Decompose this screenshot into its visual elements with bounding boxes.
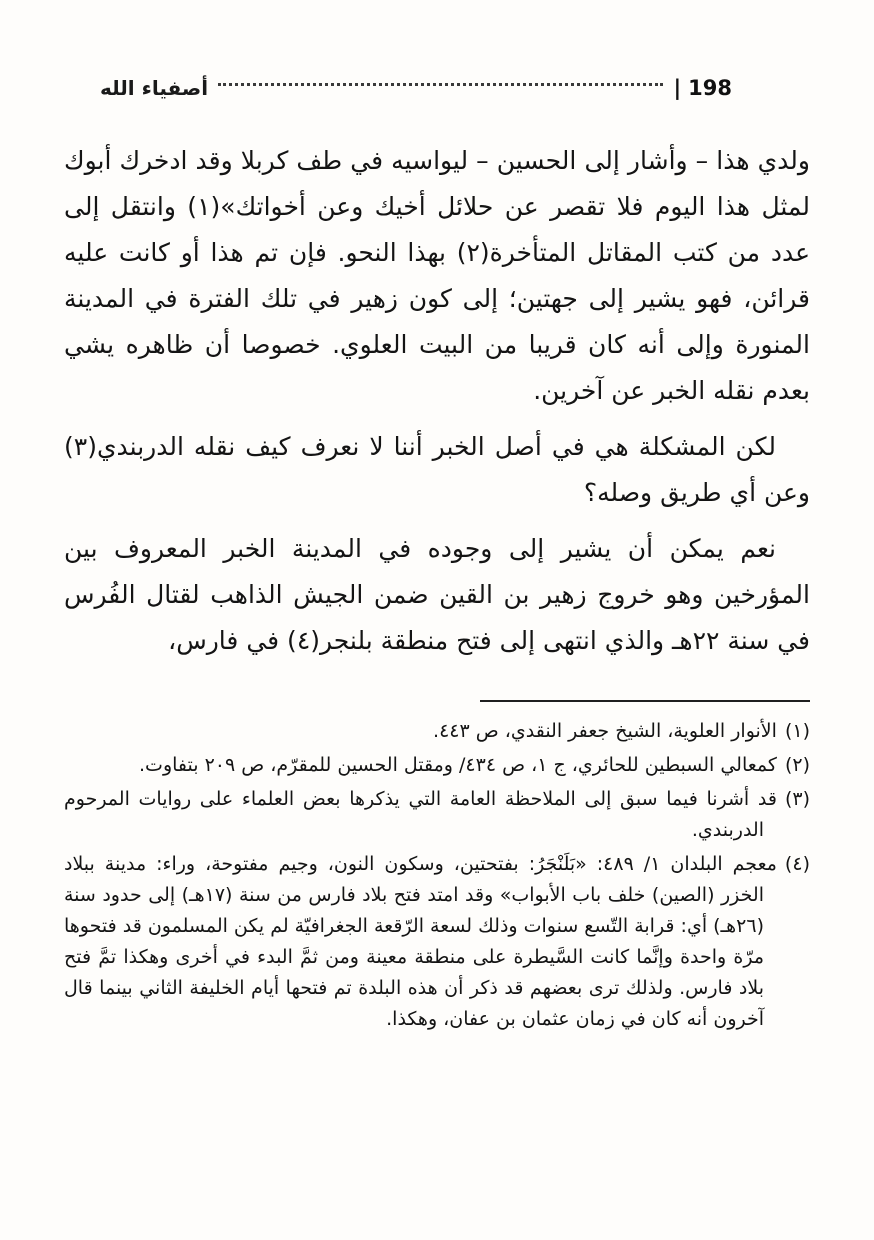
footnote-item-4 bbox=[64, 849, 810, 1035]
footnote-number: (٤) bbox=[784, 853, 810, 875]
footnote-item-1 bbox=[64, 716, 810, 747]
page-number-block bbox=[673, 76, 732, 100]
footnote-number: (٢) bbox=[784, 754, 810, 776]
footnotes bbox=[64, 716, 810, 1038]
footnote-text: كمعالي السبطين للحائري، ج ١، ص ٤٣٤/ ومقتل الحسين للمقرّم، ص ٢٠٩ بتفاوت. bbox=[139, 754, 777, 776]
footnote-number: (١) bbox=[784, 720, 810, 742]
footnote-number: (٣) bbox=[784, 788, 810, 810]
footnote-item-3 bbox=[64, 784, 810, 846]
page-number: 198 bbox=[688, 76, 732, 100]
footnote-text: معجم البلدان ١/ ٤٨٩: «بَلَنْجَرُ: بفتحتين، وسكون النون، وجيم مفتوحة، وراء: مدينة ببلاد الخزر (الصين) خلف باب الأبواب» وقد امتد فتح بلاد فارس من سنة (١٧هـ) إلى حدود سنة (٢٦هـ) أي: قرابة التّسع سنوات وذلك لسعة الرّقعة الجغرافيّة لم يكن المسلمون قد فتحوها مرّة واحدة وإنَّما كانت السَّيطرة على منطقة معينة ومن ثمَّ البدء في أخرى وهكذا تمَّ فتح بلاد فارس. ولذلك ترى بعضهم قد ذكر أن هذه البلدة تم فتحها أيام الخليفة الثاني بينما قال آخرون أنه كان في زمان عثمان بن عفان، وهكذا. bbox=[64, 853, 777, 1030]
dotted-leader bbox=[218, 83, 663, 86]
footnote-item-2 bbox=[64, 750, 810, 781]
paragraph-3: نعم يمكن أن يشير إلى وجوده في المدينة الخبر المعروف بين المؤرخين وهو خروج زهير بن القين ضمن الجيش الذاهب لقتال الفُرس في سنة ٢٢هـ والذي انتهى إلى فتح منطقة بلنجر(٤) في فارس، bbox=[64, 534, 810, 655]
footnote-text: الأنوار العلوية، الشيخ جعفر النقدي، ص ٤٤٣. bbox=[433, 720, 777, 742]
book-title: أصفياء الله bbox=[100, 76, 209, 100]
body-text bbox=[64, 138, 810, 664]
paragraph-2: لكن المشكلة هي في أصل الخبر أننا لا نعرف كيف نقله الدربندي(٣) وعن أي طريق وصله؟ bbox=[64, 432, 810, 507]
header-divider: | bbox=[673, 76, 682, 100]
footnote-separator bbox=[480, 700, 810, 702]
footnote-text: قد أشرنا فيما سبق إلى الملاحظة العامة التي يذكرها بعض العلماء على روايات المرحوم الدربندي. bbox=[64, 788, 777, 841]
paragraph-1: ولدي هذا – وأشار إلى الحسين – ليواسيه في طف كربلا وقد ادخرك أبوك لمثل هذا اليوم فلا تقصر عن حلائل أخيك وعن أخواتك»(١) وانتقل إلى عدد من كتب المقاتل المتأخرة(٢) بهذا النحو. فإن تم هذا أو كانت عليه قرائن، فهو يشير إلى جهتين؛ إلى كون زهير في تلك الفترة في المدينة المنورة وإلى أنه كان قريبا من البيت العلوي. خصوصا أن ظاهره يشي بعدم نقله الخبر عن آخرين. bbox=[64, 146, 810, 405]
page-header bbox=[100, 76, 732, 100]
